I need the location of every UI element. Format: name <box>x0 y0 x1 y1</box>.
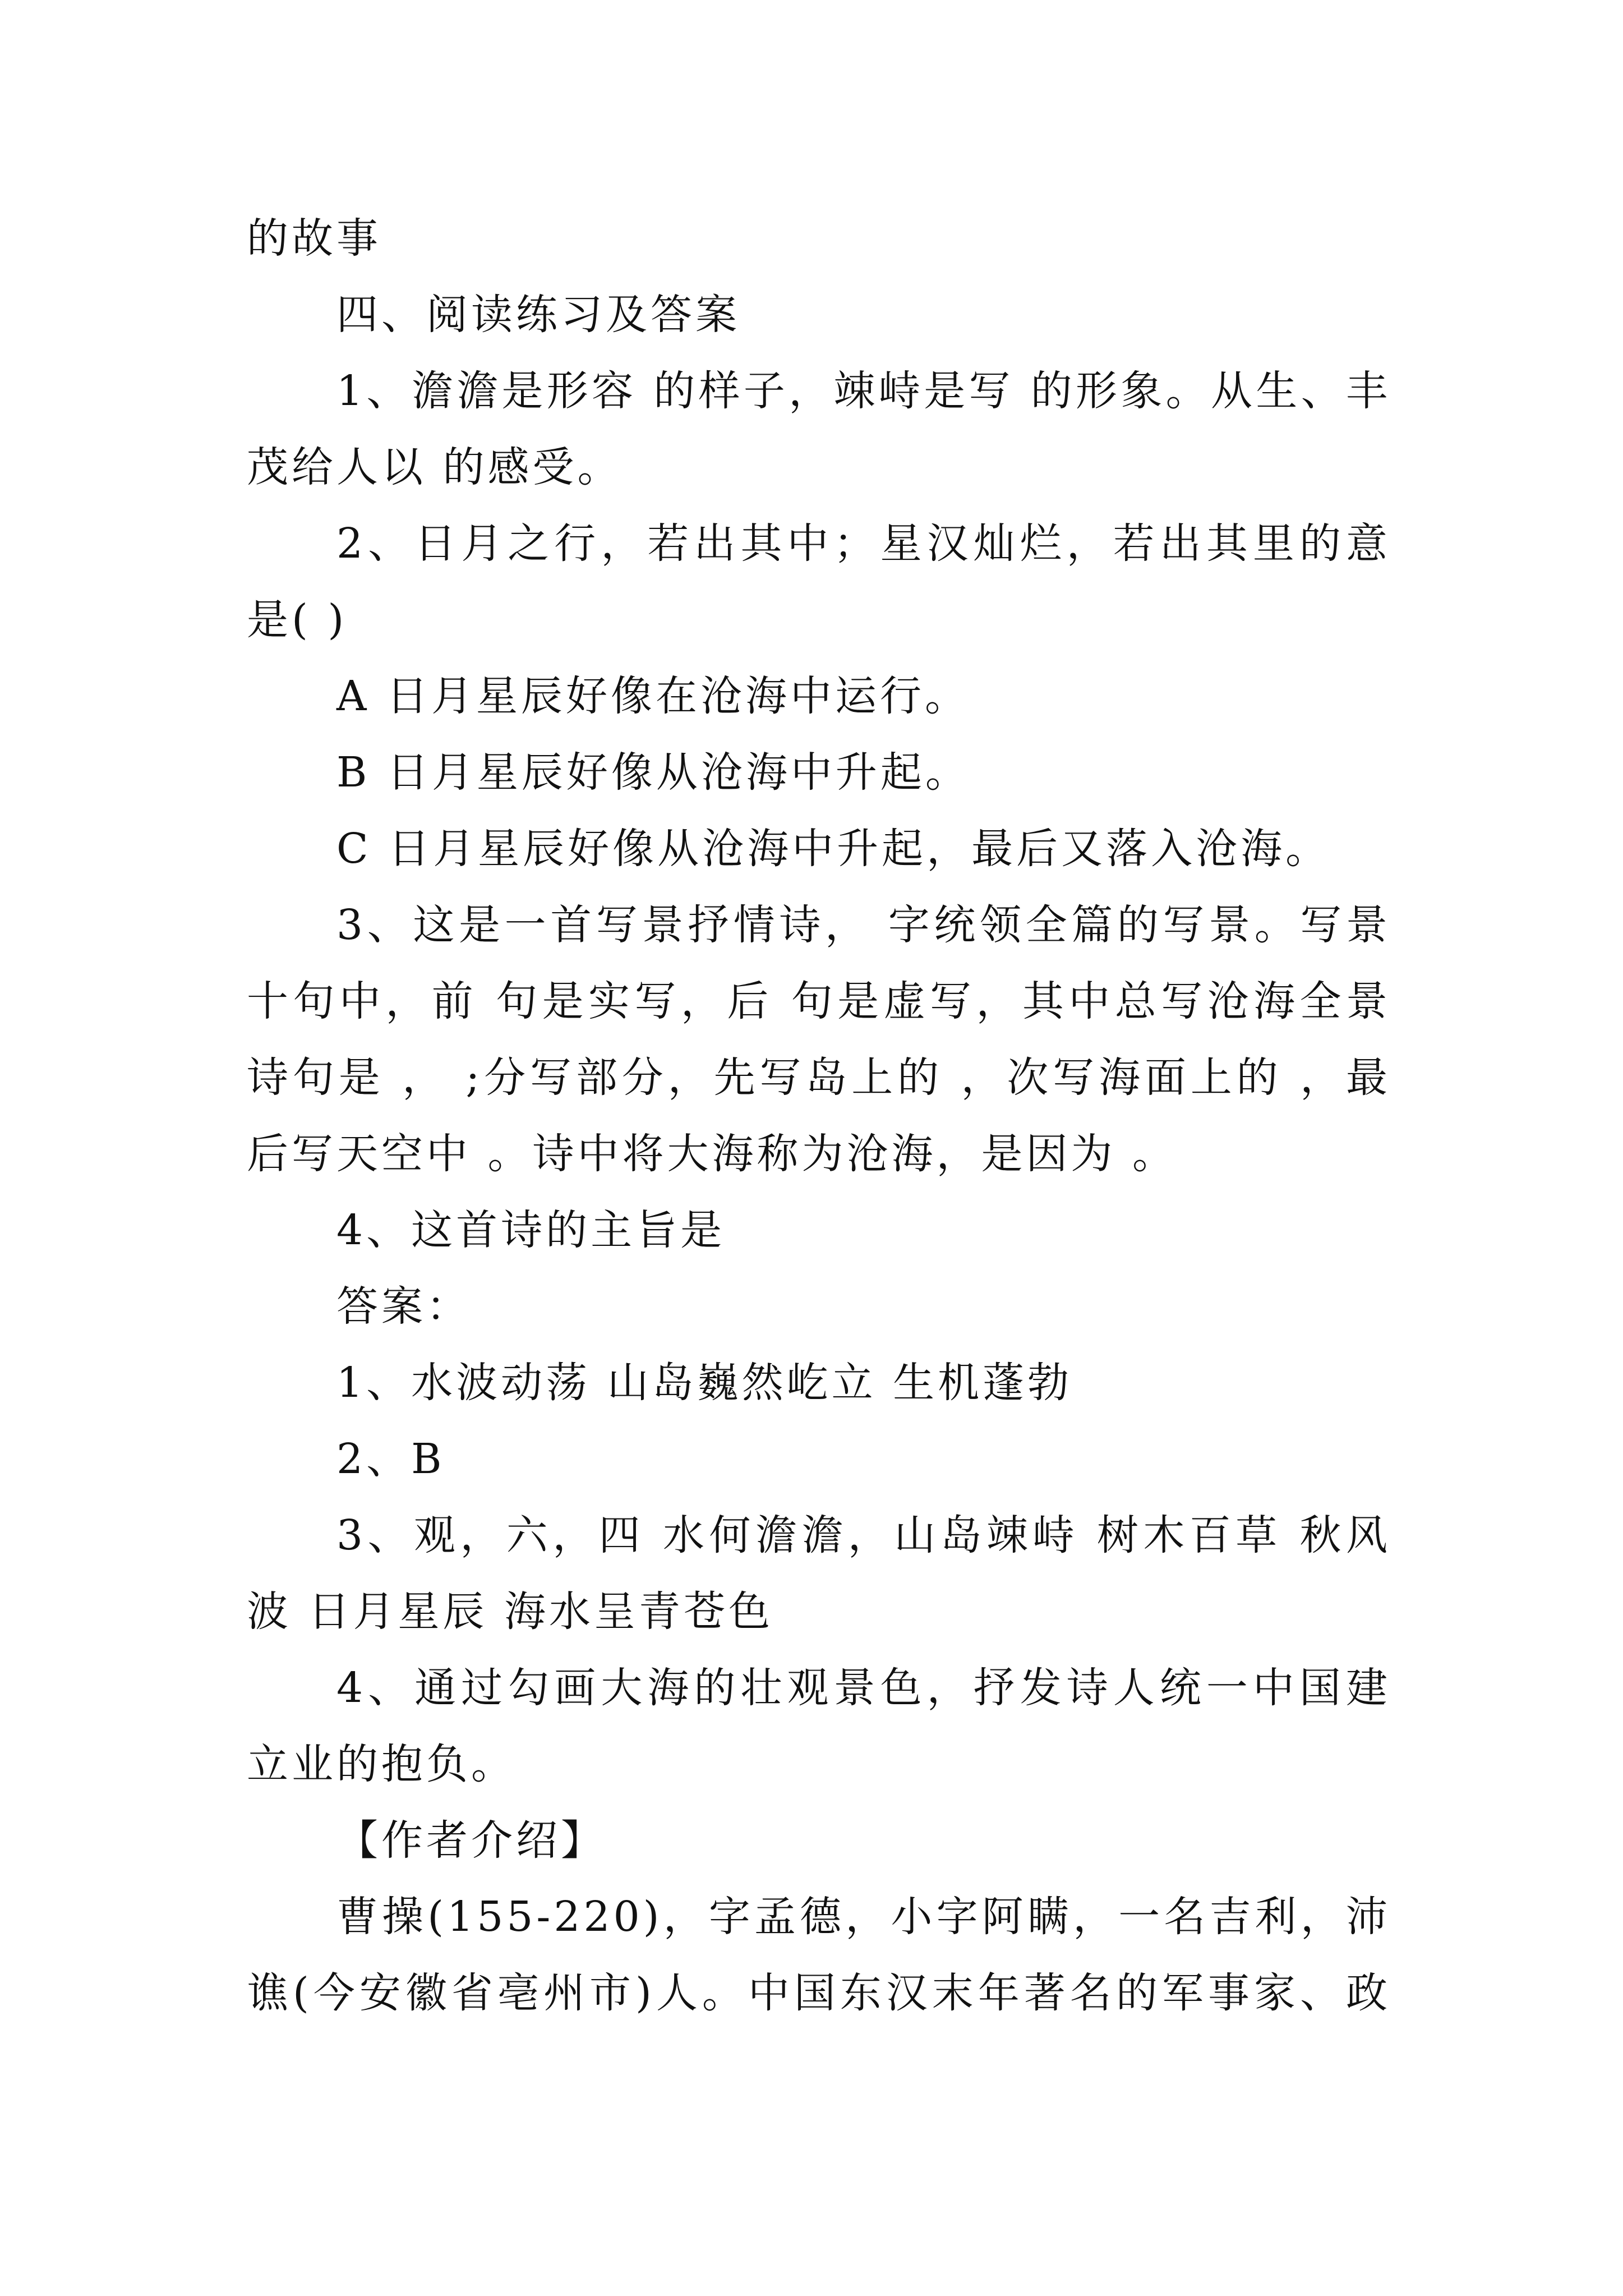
text-line-story-end: 的故事 <box>247 214 381 263</box>
answer-3-line-2: 波 日月星辰 海水呈青苍色 <box>247 1588 774 1636</box>
option-b: B 日月星辰好像从沧海中升起。 <box>336 748 970 797</box>
question-4: 4、这首诗的主旨是 <box>336 1206 726 1254</box>
question-1-line-2: 茂给人以 的感受。 <box>247 443 623 491</box>
answer-4-line-1: 4、通过勾画大海的壮观景色，抒发诗人统一中国建 <box>336 1664 1391 1712</box>
answer-1: 1、水波动荡 山岛巍然屹立 生机蓬勃 <box>336 1359 1073 1407</box>
question-3-line-2: 十句中，前 句是实写，后 句是虚写，其中总写沧海全景 <box>247 977 1391 1025</box>
section-heading-reading-exercises: 四、阅读练习及答案 <box>336 291 740 339</box>
question-2-line-1: 2、日月之行，若出其中；星汉灿烂，若出其里的意 <box>336 519 1391 568</box>
question-1-line-1: 1、澹澹是形容 的样子，竦峙是写 的形象。从生、丰 <box>336 367 1391 415</box>
option-c: C 日月星辰好像从沧海中升起，最后又落入沧海。 <box>336 825 1331 873</box>
answers-heading: 答案： <box>336 1282 471 1331</box>
option-a: A 日月星辰好像在沧海中运行。 <box>336 672 970 720</box>
question-3-line-3: 诗句是 ， ;分写部分，先写岛上的 ，次写海面上的 ，最 <box>247 1053 1391 1102</box>
question-2-line-2: 是( ) <box>247 596 348 644</box>
author-intro-line-2: 谯(今安徽省亳州市)人。中国东汉末年著名的军事家、政 <box>247 1969 1391 2017</box>
author-intro-line-1: 曹操(155-220)，字孟德，小字阿瞒，一名吉利，沛 <box>336 1893 1391 1941</box>
author-intro-heading: 【作者介绍】 <box>336 1816 606 1865</box>
question-3-line-4: 后写天空中 。诗中将大海称为沧海，是因为 。 <box>247 1130 1178 1178</box>
answer-2: 2、B <box>336 1435 445 1483</box>
answer-3-line-1: 3、观，六，四 水何澹澹，山岛竦峙 树木百草 秋风 <box>336 1511 1391 1559</box>
answer-4-line-2: 立业的抱负。 <box>247 1740 516 1788</box>
question-3-line-1: 3、这是一首写景抒情诗， 字统领全篇的写景。写景 <box>336 901 1391 949</box>
